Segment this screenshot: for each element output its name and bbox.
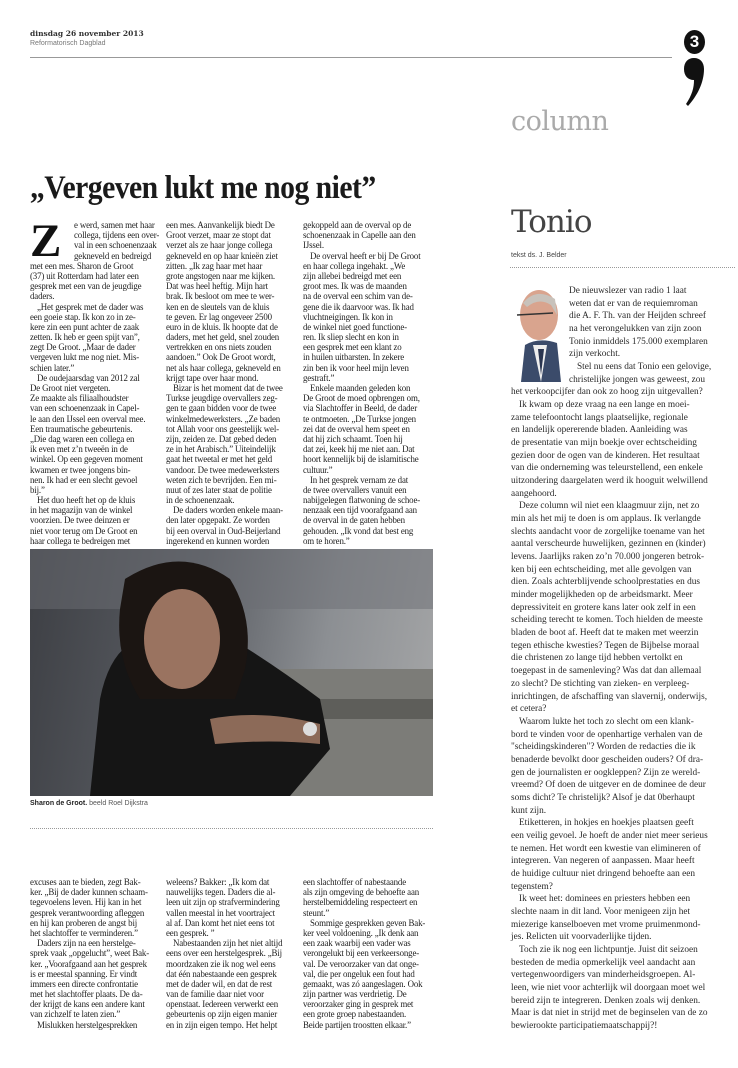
column-byline: tekst ds. J. Belder bbox=[511, 252, 567, 259]
text-line: ken bij een echtscheiding, met alle gevolgen van bbox=[511, 564, 692, 575]
text-line: haar collega te bedreigen met bbox=[30, 535, 131, 546]
text-line: In het gesprek vernam ze dat bbox=[310, 474, 409, 485]
text-line: nuut of zes later staat de politie bbox=[166, 484, 272, 495]
text-line: zegt De Groot. „Maar de dader bbox=[30, 342, 136, 353]
text-line: Ik weet het: dominees en priesters hebben een bbox=[519, 894, 691, 905]
text-line: zei dat de overval hem speet en bbox=[303, 423, 410, 434]
text-line: le aan den IJssel een overval mee. bbox=[30, 413, 146, 424]
text-line: Bizar is het moment dat de twee bbox=[173, 383, 283, 393]
text-line: een veilig gevoel. Je hoeft de ander niet meer serieus bbox=[511, 830, 708, 841]
text-line: Turkse jeugdige overvallers zeg- bbox=[166, 393, 278, 404]
text-line: schien later.” bbox=[30, 362, 75, 373]
text-line: en landelijk opererende bladen. Aanleiding was bbox=[511, 425, 688, 436]
text-line: gene die ik daarvoor was. Ik had bbox=[303, 301, 414, 312]
text-line: vertrekken en ons niets zouden bbox=[166, 342, 272, 353]
text-line: vreemd? Of doen de uitgever en de dominee de deur bbox=[511, 780, 706, 791]
text-line: herstelbemiddeling respecteert en bbox=[303, 897, 418, 908]
text-line: val. De veroorzaker van dat onge- bbox=[303, 958, 419, 969]
text-line: Sommige gesprekken geven Bak- bbox=[310, 917, 426, 928]
text-line: Het duo heeft het op de kluis bbox=[37, 495, 136, 506]
text-line: ker. „Voorafgaand aan het gesprek bbox=[30, 958, 147, 969]
text-line: verzet als ze haar jonge collega bbox=[166, 240, 273, 251]
text-line: Beide partijen troostten elkaar.” bbox=[303, 1019, 411, 1030]
text-line: een mes. Aanvankelijk biedt De bbox=[166, 220, 275, 230]
text-line: gen te gaan bidden voor de twee bbox=[166, 403, 277, 414]
text-line: collega, tijdens een over- bbox=[74, 230, 160, 241]
text-line: De nieuwslezer van radio 1 laat bbox=[569, 286, 687, 296]
text-line: Groot verzet, maar ze stopt dat bbox=[166, 230, 271, 241]
text-line: om te horen.” bbox=[303, 535, 350, 546]
text-line: gesprek verantwoording afleggen bbox=[30, 907, 145, 918]
text-line: min als het mij te doen is om applaus. Ik verlangde bbox=[511, 514, 701, 525]
text-line: zijn, zeiden ze. Dat gebed deden bbox=[166, 433, 277, 444]
text-line: schoenenzaak in Capelle aan den bbox=[303, 230, 416, 241]
text-line: een goeie stap. Ik kon zo in ze- bbox=[30, 311, 136, 322]
text-line: bij een overval in Oud-Beijerland bbox=[166, 525, 281, 536]
text-line: gekoppeld aan de overval op de bbox=[303, 220, 412, 230]
text-line: aangehoord. bbox=[511, 488, 557, 499]
text-line: gemaakt, was zó aangeslagen. Ook bbox=[303, 978, 423, 989]
text-line: nen. Ik had er een slecht gevoel bbox=[30, 474, 138, 485]
text-line: kwamen er twee jongens bin- bbox=[30, 464, 131, 475]
article-column-6 bbox=[303, 877, 443, 1030]
column-body bbox=[511, 285, 737, 1033]
text-line: grote angstogen naar me kijken. bbox=[166, 270, 275, 281]
text-line: ken en de sleutels van de kluis bbox=[166, 301, 270, 312]
text-line: Dat was heel heftig. Mijn hart bbox=[166, 281, 268, 292]
text-line: en haar collega ingehakt. „We bbox=[303, 260, 406, 271]
text-line: daders. bbox=[30, 291, 55, 302]
text-line: een gesprek. ” bbox=[166, 927, 215, 938]
section-label: column bbox=[511, 106, 609, 137]
text-line: den later opgepakt. Ze worden bbox=[166, 515, 270, 526]
text-line: Mislukken herstelgesprekken bbox=[37, 1019, 138, 1030]
text-line: groot mes. Ik was de maanden bbox=[303, 281, 407, 292]
text-line: vandoor. De twee medewerksters bbox=[166, 464, 280, 475]
text-line: nenzaak een tijd voorafgaand aan bbox=[303, 505, 417, 516]
text-line: aantal verscheurde huwelijken, gezinnen en (kinder) bbox=[511, 539, 706, 550]
text-line: De Groot niet vergeten. bbox=[30, 383, 111, 393]
text-line: steunt.” bbox=[303, 907, 330, 918]
text-line: bord te vinden voor de openhartige verhalen van de bbox=[511, 729, 703, 740]
text-line: Toch zie ik nog een lichtpuntje. Juist dit seizoen bbox=[519, 944, 698, 955]
text-line: christelijke jongen was geweest, zou bbox=[569, 374, 706, 385]
text-line: dien. Zoals achterblijvende schoolprestaties en dus bbox=[511, 577, 700, 588]
text-line: Ze maakte als filiaalhoudster bbox=[30, 393, 129, 404]
text-line: Enkele maanden geleden kon bbox=[310, 383, 411, 393]
page-number-badge: 3 bbox=[684, 30, 705, 54]
text-line: De daders worden enkele maan- bbox=[173, 505, 283, 516]
text-line: net als haar collega, gekneveld en bbox=[166, 362, 281, 373]
text-line: en hij kan proberen de angst bij bbox=[30, 917, 138, 928]
text-line: vertegenwoordigers van minderheidsgroepen. Al- bbox=[511, 970, 696, 981]
comma-logo-icon bbox=[683, 58, 705, 108]
text-line: bladen de boot af. Heeft dat te maken met weerzin bbox=[511, 628, 699, 639]
text-line: aandoen.” Ook De Groot wordt, bbox=[166, 352, 276, 363]
text-line: zijn allebei bedreigd met een bbox=[303, 270, 402, 281]
text-line: nabijgelegen flatwoning de schoe- bbox=[303, 495, 421, 506]
text-line: Waarom lukte het toch zo slecht om een klank- bbox=[519, 716, 694, 727]
text-line: dat zei, keek hij me niet aan. Dat bbox=[303, 444, 415, 455]
text-line: toegepast in de samenleving? Was dat dan allemaal bbox=[511, 666, 702, 677]
caption-name: Sharon de Groot. bbox=[30, 800, 88, 807]
text-line: een grote groep nabestaanden. bbox=[303, 1009, 407, 1020]
column-title: Tonio bbox=[511, 204, 592, 240]
text-line: in het magazijn van de winkel bbox=[30, 505, 133, 516]
text-line: nauwelijks tegen. Daders die al- bbox=[166, 887, 276, 898]
text-line: Maar is dat niet in strijd met de beginselen van de zo bbox=[511, 1008, 708, 1019]
dotted-divider bbox=[30, 828, 433, 829]
text-line: het verkoopcijfer dan ook zo hoog zijn uitgevallen? bbox=[511, 387, 703, 398]
text-line: "scheidingskinderen"? Worden de redacties die ik bbox=[511, 742, 696, 753]
text-line: vallen meestal in het voortraject bbox=[166, 907, 275, 918]
text-line: al af. Dan komt het niet eens tot bbox=[166, 917, 275, 928]
text-line: scheiding terecht te komen. Toch hielden de meeste bbox=[511, 615, 703, 626]
text-line: brak. Ik besloot om mee te wer- bbox=[166, 291, 275, 302]
text-line: gaat het tweetal er met het geld bbox=[166, 454, 273, 465]
text-line: de overval in de gaten hebben bbox=[303, 515, 405, 526]
text-line: ze in het Arabisch.” Uiteindelijk bbox=[166, 444, 276, 455]
text-line: inrichtingen, de afschaffing van slavernij, onderwijs, bbox=[511, 691, 708, 702]
text-line: euro in de kluis. Ik hoopte dat de bbox=[166, 321, 278, 332]
text-line: kere zin een punt achter de zaak bbox=[30, 321, 140, 332]
article-column-2 bbox=[166, 220, 299, 546]
text-line: ingerekend en kunnen worden bbox=[166, 535, 270, 546]
text-line: bereid zijn te integreren. Denken zoals wij denken. bbox=[511, 995, 701, 1006]
text-line: een zaak waarbij een vader was bbox=[303, 938, 411, 949]
text-line: in huilen uitbarsten. In zekere bbox=[303, 352, 405, 363]
text-line: vergeven lukt me nog niet. Mis- bbox=[30, 352, 140, 363]
text-line: gezien door de ogen van de kinderen. Het resultaat bbox=[511, 450, 700, 461]
text-line: tegenstem? bbox=[511, 881, 553, 892]
text-line: Daders zijn na een herstelge- bbox=[37, 938, 136, 949]
article-column-3 bbox=[303, 220, 438, 546]
caption-credit: beeld Roel Dijkstra bbox=[89, 800, 148, 807]
text-line: dat één nabestaande een gesprek bbox=[166, 968, 277, 979]
text-line: leen, wie niet voor achterlijk wil doorgaan moet wel bbox=[511, 982, 706, 993]
text-line: van de familie daar niet voor bbox=[166, 989, 264, 1000]
text-line: ker. „Bij de dader kunnen schaam- bbox=[30, 887, 148, 898]
text-line: hoort kennelijk bij de islamitische bbox=[303, 454, 419, 465]
text-line: zo slecht? De stichting van zieken- en verpleeg- bbox=[511, 678, 690, 689]
text-line: te ontmoeten. „De Turkse jongen bbox=[303, 413, 416, 424]
text-line: zitten. „Ik zag haar met haar bbox=[166, 260, 263, 271]
text-line: krijgt tape over haar mond. bbox=[166, 372, 259, 383]
text-line: val, die per ongeluk een fout had bbox=[303, 968, 415, 979]
header-divider bbox=[30, 57, 672, 58]
text-line: bij.” bbox=[30, 484, 45, 495]
text-line: gesprek met een van de jeugdige bbox=[30, 281, 142, 292]
text-line: bewierookte participatiemaatschappij?! bbox=[511, 1020, 658, 1031]
text-line: soms dicht? Te christelijk? Alsof je dat 0berhaupt bbox=[511, 792, 695, 803]
dotted-divider bbox=[510, 267, 735, 268]
article-column-1 bbox=[30, 220, 163, 546]
text-line: benaderde bevolkt door gescheiden ouders? Of dra- bbox=[511, 754, 704, 765]
text-line: gebeurtenis op zijn eigen manier bbox=[166, 1009, 278, 1020]
text-line: zin ben ik voor heel mijn leven bbox=[303, 362, 409, 373]
text-line: van zichzelf te laten zien.” bbox=[30, 1009, 121, 1020]
text-line: eens over een herstelgesprek. „Bij bbox=[166, 948, 282, 959]
text-line: integreren. Van negeren of aanpassen. Maar heeft bbox=[511, 856, 695, 867]
text-line: tegen ethische kwesties? Tegen de Bijbelse moraal bbox=[511, 640, 700, 651]
text-line: te geven. Er lag ongeveer 2500 bbox=[166, 311, 272, 322]
text-line: excuses aan te bieden, zegt Bak- bbox=[30, 877, 141, 887]
text-line: en in zijn eigen tempo. Het helpt bbox=[166, 1019, 278, 1030]
text-line: IJssel. bbox=[303, 240, 324, 251]
text-line: weten dat er van de requiemroman bbox=[569, 298, 698, 309]
text-line: Nabestaanden zijn het niet altijd bbox=[173, 938, 283, 949]
text-line: een gesprek met een klant zo bbox=[303, 342, 402, 353]
text-line: gekneveld en bedreigd bbox=[74, 250, 152, 261]
text-line: verongelukt bij een verkeersonge- bbox=[303, 948, 420, 959]
text-line: Ik kwam op deze vraag na een lange en moei- bbox=[519, 400, 690, 411]
text-line: zame telefoontocht langs plaatselijke, regionale bbox=[511, 412, 688, 423]
text-line: met een mes. Sharon de Groot bbox=[30, 260, 134, 271]
text-line: vluchtneigingen. Ik kon in bbox=[303, 311, 393, 322]
text-line: kunt zijn. bbox=[511, 805, 547, 816]
text-line: voorzien. De twee deinzen er bbox=[30, 515, 130, 526]
text-line: de twee overvallers vanuit een bbox=[303, 484, 407, 495]
text-line: van die onderneming was teleurstellend, een enkele bbox=[511, 463, 703, 474]
text-line: zetten. Ik heb er geen spijt van”, bbox=[30, 332, 140, 343]
text-line: Deze column wil niet een klaagmuur zijn, net zo bbox=[519, 501, 700, 512]
text-line: tot Allah voor ons geestelijk wel- bbox=[166, 423, 279, 434]
text-line: de presentatie van mijn boekje over echtscheiding bbox=[511, 438, 697, 449]
text-line: gen de journalisten er oogkleppen? Zijn ze wereld- bbox=[511, 767, 701, 778]
text-line: levens. Jaarlijks raken zo’n 70.000 jongeren betrok- bbox=[511, 552, 705, 563]
text-line: ik even met z’n tweeën in de bbox=[30, 444, 128, 455]
text-line: uitzondering daargelaten werd ik hooguit welwillend bbox=[511, 476, 708, 487]
text-line: ker veel voldoening. „Ik denk aan bbox=[303, 927, 419, 938]
text-line: Stel nu eens dat Tonio een gelovige, bbox=[577, 362, 712, 373]
text-line: met de dader wil, en dat de rest bbox=[166, 978, 273, 989]
photo-caption bbox=[30, 800, 148, 807]
text-line: cultuur.” bbox=[303, 464, 333, 475]
text-line: winkelmedewerksters. „Ze baden bbox=[166, 413, 281, 424]
article-column-4 bbox=[30, 877, 163, 1030]
text-line: gekneveld en op haar knieën ziet bbox=[166, 250, 278, 261]
text-line: et cetera? bbox=[511, 704, 547, 715]
text-line: winkel. Op een gegeven moment bbox=[30, 454, 143, 465]
text-line: Een traumatische gebeurtenis. bbox=[30, 423, 133, 434]
text-line: slechte naam in dit land. Voor menigeen zijn het bbox=[511, 906, 691, 917]
text-line: die A. F. Th. van der Heijden schreef bbox=[569, 311, 706, 322]
text-line: dat hij zich schaamt. Toen hij bbox=[303, 433, 403, 444]
text-line: jes. Relicten uit voorvaderlijke tijden. bbox=[511, 932, 652, 943]
text-line: e werd, samen met haar bbox=[74, 220, 155, 230]
text-line: ren. Ik sliep slecht en kon in bbox=[303, 332, 399, 343]
text-line: die christenen zo lange tijd hebben vertolkt en bbox=[511, 653, 683, 664]
drop-cap: Z bbox=[30, 220, 62, 267]
text-line: immers een directe confrontatie bbox=[30, 978, 138, 989]
text-line: in de schoenenzaak. bbox=[166, 495, 235, 506]
issue-date: dinsdag 26 november 2013 bbox=[30, 29, 144, 38]
text-line: leen uit zijn op strafvermindering bbox=[166, 897, 280, 908]
text-line: minder mogelijkheden op de arbeidsmarkt. Meer bbox=[511, 590, 693, 601]
text-line: te nemen. Het wordt een kwestie van elimineren of bbox=[511, 843, 701, 854]
text-line: als zijn omgeving de behoefte aan bbox=[303, 887, 420, 898]
text-line: de huidige cultuur niet dringend behoefte aan een bbox=[511, 868, 696, 879]
text-line: gestraft.” bbox=[303, 372, 335, 383]
text-line: besteden de media opmerkelijk veel aandacht aan bbox=[511, 957, 696, 968]
text-line: slechts aandacht voor de zorgelijke toename van het bbox=[511, 526, 705, 537]
text-line: sprek vaak „opgelucht”, weet Bak- bbox=[30, 948, 150, 959]
text-line: De oudejaarsdag van 2012 zal bbox=[37, 372, 140, 383]
article-column-5 bbox=[166, 877, 299, 1030]
text-line: zijn partner was verdrietig. De bbox=[303, 989, 407, 1000]
text-line: miezerige kanselboeven met vrome pruimenmond- bbox=[511, 919, 701, 930]
article-photo-sharon-de-groot bbox=[30, 549, 433, 796]
text-line: het slachtoffer te verminderen.” bbox=[30, 927, 138, 938]
article-headline: „Vergeven lukt me nog niet” bbox=[30, 170, 376, 206]
text-line: val in een schoenenzaak bbox=[74, 240, 157, 251]
text-line: zijn verkocht. bbox=[569, 349, 621, 360]
text-line: een slachtoffer of nabestaande bbox=[303, 877, 407, 887]
text-line: depressiviteit en grotere kans later ook zelf in een bbox=[511, 602, 696, 613]
text-line: De overval heeft er bij De Groot bbox=[310, 250, 421, 261]
text-line: niet voor terug om De Groot en bbox=[30, 525, 138, 536]
text-line: „Die dag waren een collega en bbox=[30, 433, 135, 444]
text-line: weten zich te bevrijden. Een mi- bbox=[166, 474, 277, 485]
text-line: De Groot de moed opbrengen om, bbox=[303, 393, 420, 404]
text-line: daders, met het geld, snel zouden bbox=[166, 332, 280, 343]
newspaper-name: Reformatorisch Dagblad bbox=[30, 40, 106, 47]
text-line: openstaat. Iedereen verwerkt een bbox=[166, 999, 278, 1010]
text-line: met het slachtoffer plaats. De da- bbox=[30, 989, 143, 1000]
text-line: is er meestal spanning. Er vindt bbox=[30, 968, 138, 979]
text-line: „Het gesprek met de dader was bbox=[37, 301, 144, 312]
text-line: veroorzaker ging in gesprek met bbox=[303, 999, 414, 1010]
text-line: (37) uit Rotterdam had later een bbox=[30, 270, 139, 281]
text-line: van een schoenenzaak in Capel- bbox=[30, 403, 140, 414]
text-line: Tonio inmiddels 175.000 exemplaren bbox=[569, 336, 708, 347]
text-line: tegevoelens leven. Hij kan in het bbox=[30, 897, 142, 908]
text-line: Etiketteren, in hokjes en hoekjes plaatsen geeft bbox=[519, 818, 694, 829]
text-line: moordzaken zie ik nog wel eens bbox=[166, 958, 276, 969]
text-line: de winkel niet goed functione- bbox=[303, 321, 407, 332]
text-line: weleens? Bakker: „Ik kom dat bbox=[166, 877, 270, 887]
text-line: der krijgt de kans een andere kant bbox=[30, 999, 145, 1010]
text-line: na de overval een schim van de- bbox=[303, 291, 413, 302]
text-line: gehouden. „Ik vond dat best eng bbox=[303, 525, 414, 536]
text-line: na het verongelukken van zijn zoon bbox=[569, 324, 702, 335]
text-line: via Slachtoffer in Beeld, de dader bbox=[303, 403, 418, 414]
